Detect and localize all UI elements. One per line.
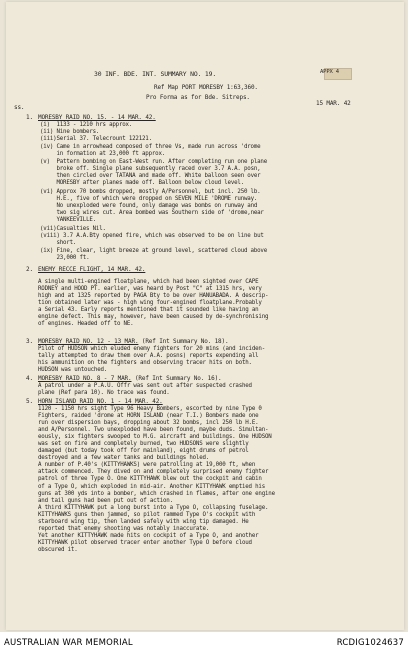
section-number: 3. [26, 338, 33, 345]
raid-item: (v) Pattern bombing on East-West run. After completing run one plane broke off. Single plane subsequently raced over 3.7 A.A. posn, then circled over TATANA and made off. White balloon seen over MORESBY after planes made off. Balloon below cloud level. [40, 159, 268, 187]
section-heading: MORESBY RAID NO. 15. - 14 MAR. 42. [38, 114, 156, 121]
document-page [6, 2, 404, 630]
archive-name: AUSTRALIAN WAR MEMORIAL [4, 638, 133, 648]
pro-forma: Pro Forma as for Bde. Sitreps. [146, 94, 250, 101]
appendix-label: APPX 4 [320, 69, 339, 75]
section-body: 1120 - 1150 hrs sight Type 96 Heavy Bombers, escorted by nine Type 0 Fighters, raided 'drome at HORN ISLAND (near T.I.) Bombers made one run over dispersion bays, dropping about 32 bombs, incl 250 lb H.E. and A/Personnel. Two unexploded have been found, maybe duds. Simultan- eously, six fighters swooped to M.G. aircraft and buildings. One HUDSON was set on fire and completely burned, two HUDSONS were slightly damaged (but today took off for mainland), eight drums of petrol destroyed and a few water tanks and buildings holed. A number of P.40's (KITTYHAWKS) were patrolling at 19,000 ft, when attack commenced. They dived on and completely surprised enemy fighter patrol of three Type O. One KITTYHAWK blew out the cockpit and cabin of a Type O, which exploded in mid-air. Another KITTYHAWK emptied his guns at 300 yds into a bomber, which crashed in flames, after one engine and tail guns had been put out of action. A third KITTYHAWK put a long burst into a Type O, collapsing fuselage. KITTYHAWKS guns then jammed, so pilot rammed Type O's cockpit with starboard wing tip, then landed safely with wing tip damaged. He reported that enemy shooting was notably inaccurate. Yet another KITTYHAWK made hits on cockpit of a Type O, and another KITTYHAWK pilot observed tracer enter another Type O before cloud obscured it. [38, 406, 275, 553]
section-body: A single multi-engined floatplane, which had been sighted over CAPE RODNEY and HOOD PT. earlier, was heard by Post "C" at 1315 hrs, very high and at 1325 reported by PAGA Bty to be over HANUABADA. A descrip- tion obtained later was - high wing four-engined floatplane.Probably a Serial 43. Early reports mentioned that it sounded like having an engine defect. This may, however, have been caused by de-synchronising of engines. Headed off to NE. [38, 279, 269, 328]
raid-item: (iv) Came in arrowhead composed of three Vs, made run across 'drome in formation at 23,000 ft approx. [40, 144, 261, 158]
raid-item: (i) 1133 - 1210 hrs approx. [40, 122, 133, 128]
raid-item: (vi) Approx 70 bombs dropped, mostly A/Personnel, but incl. 250 lb. H.E., five of which were dropped on SEVEN MILE 'DROME runway. No unexploded were found, only damage was bombs on runway and two sig wires cut. Area bombed was Southern side of 'drome,near YANKEEVILLE. [40, 189, 264, 224]
ref-map: Ref Map PORT MORESBY 1:63,360. [154, 84, 258, 91]
section-heading: ENEMY RECCE FLIGHT, 14 MAR. 42. [38, 266, 146, 273]
section-body: A patrol under a P.A.U. Offr was sent out after suspected crashed plane (Ref para 10). No trace was found. [38, 383, 252, 397]
section-heading: HORN ISLAND RAID NO. 1 - 14 MAR. 42. [38, 398, 163, 405]
section-heading-line [38, 338, 228, 346]
section-number: 4. [26, 375, 33, 382]
raid-item: (ii) Nine bombers. [40, 129, 100, 135]
archive-footer [0, 632, 408, 654]
section-heading-line [38, 375, 222, 383]
summary-title: 30 INF. BDE. INT. SUMMARY NO. 19. [94, 70, 217, 78]
section-number: 2. [26, 266, 33, 273]
section-reference: (Ref Int Summary No. 18). [138, 338, 229, 345]
document-date: 15 MAR. 42 [316, 100, 351, 107]
raid-item: (iii)Serial 37. Telecrount 122121. [40, 136, 152, 142]
raid-item: (ix) Fine, clear, light breeze at ground level, scattered cloud above 23,000 ft. [40, 248, 268, 262]
section-heading: MORESBY RAID NO. 8 - 7 MAR. [38, 375, 132, 382]
section-heading: MORESBY RAID NO. 12 - 13 MAR. [38, 338, 139, 345]
raid-item: (viii) 3.7 A.A.Bty opened fire, which was observed to be on line but short. [40, 233, 264, 247]
raid-item: (vii)Casualties Nil. [40, 226, 106, 232]
section-reference: (Ref Int Summary No. 16). [131, 375, 222, 382]
section-number: 1. [26, 114, 33, 121]
record-id: RCDIG1024637 [336, 638, 404, 648]
section-body: Pilot of HUDSON which eluded enemy fighters for 20 mins (and inciden- tally attempted to draw them over A.A. posns) reports expending all his ammunition on the fighters and observing tracer hits on both. HUDSON was untouched. [38, 346, 266, 374]
section-number: 5. [26, 398, 33, 405]
ss-mark: ss. [14, 104, 25, 111]
